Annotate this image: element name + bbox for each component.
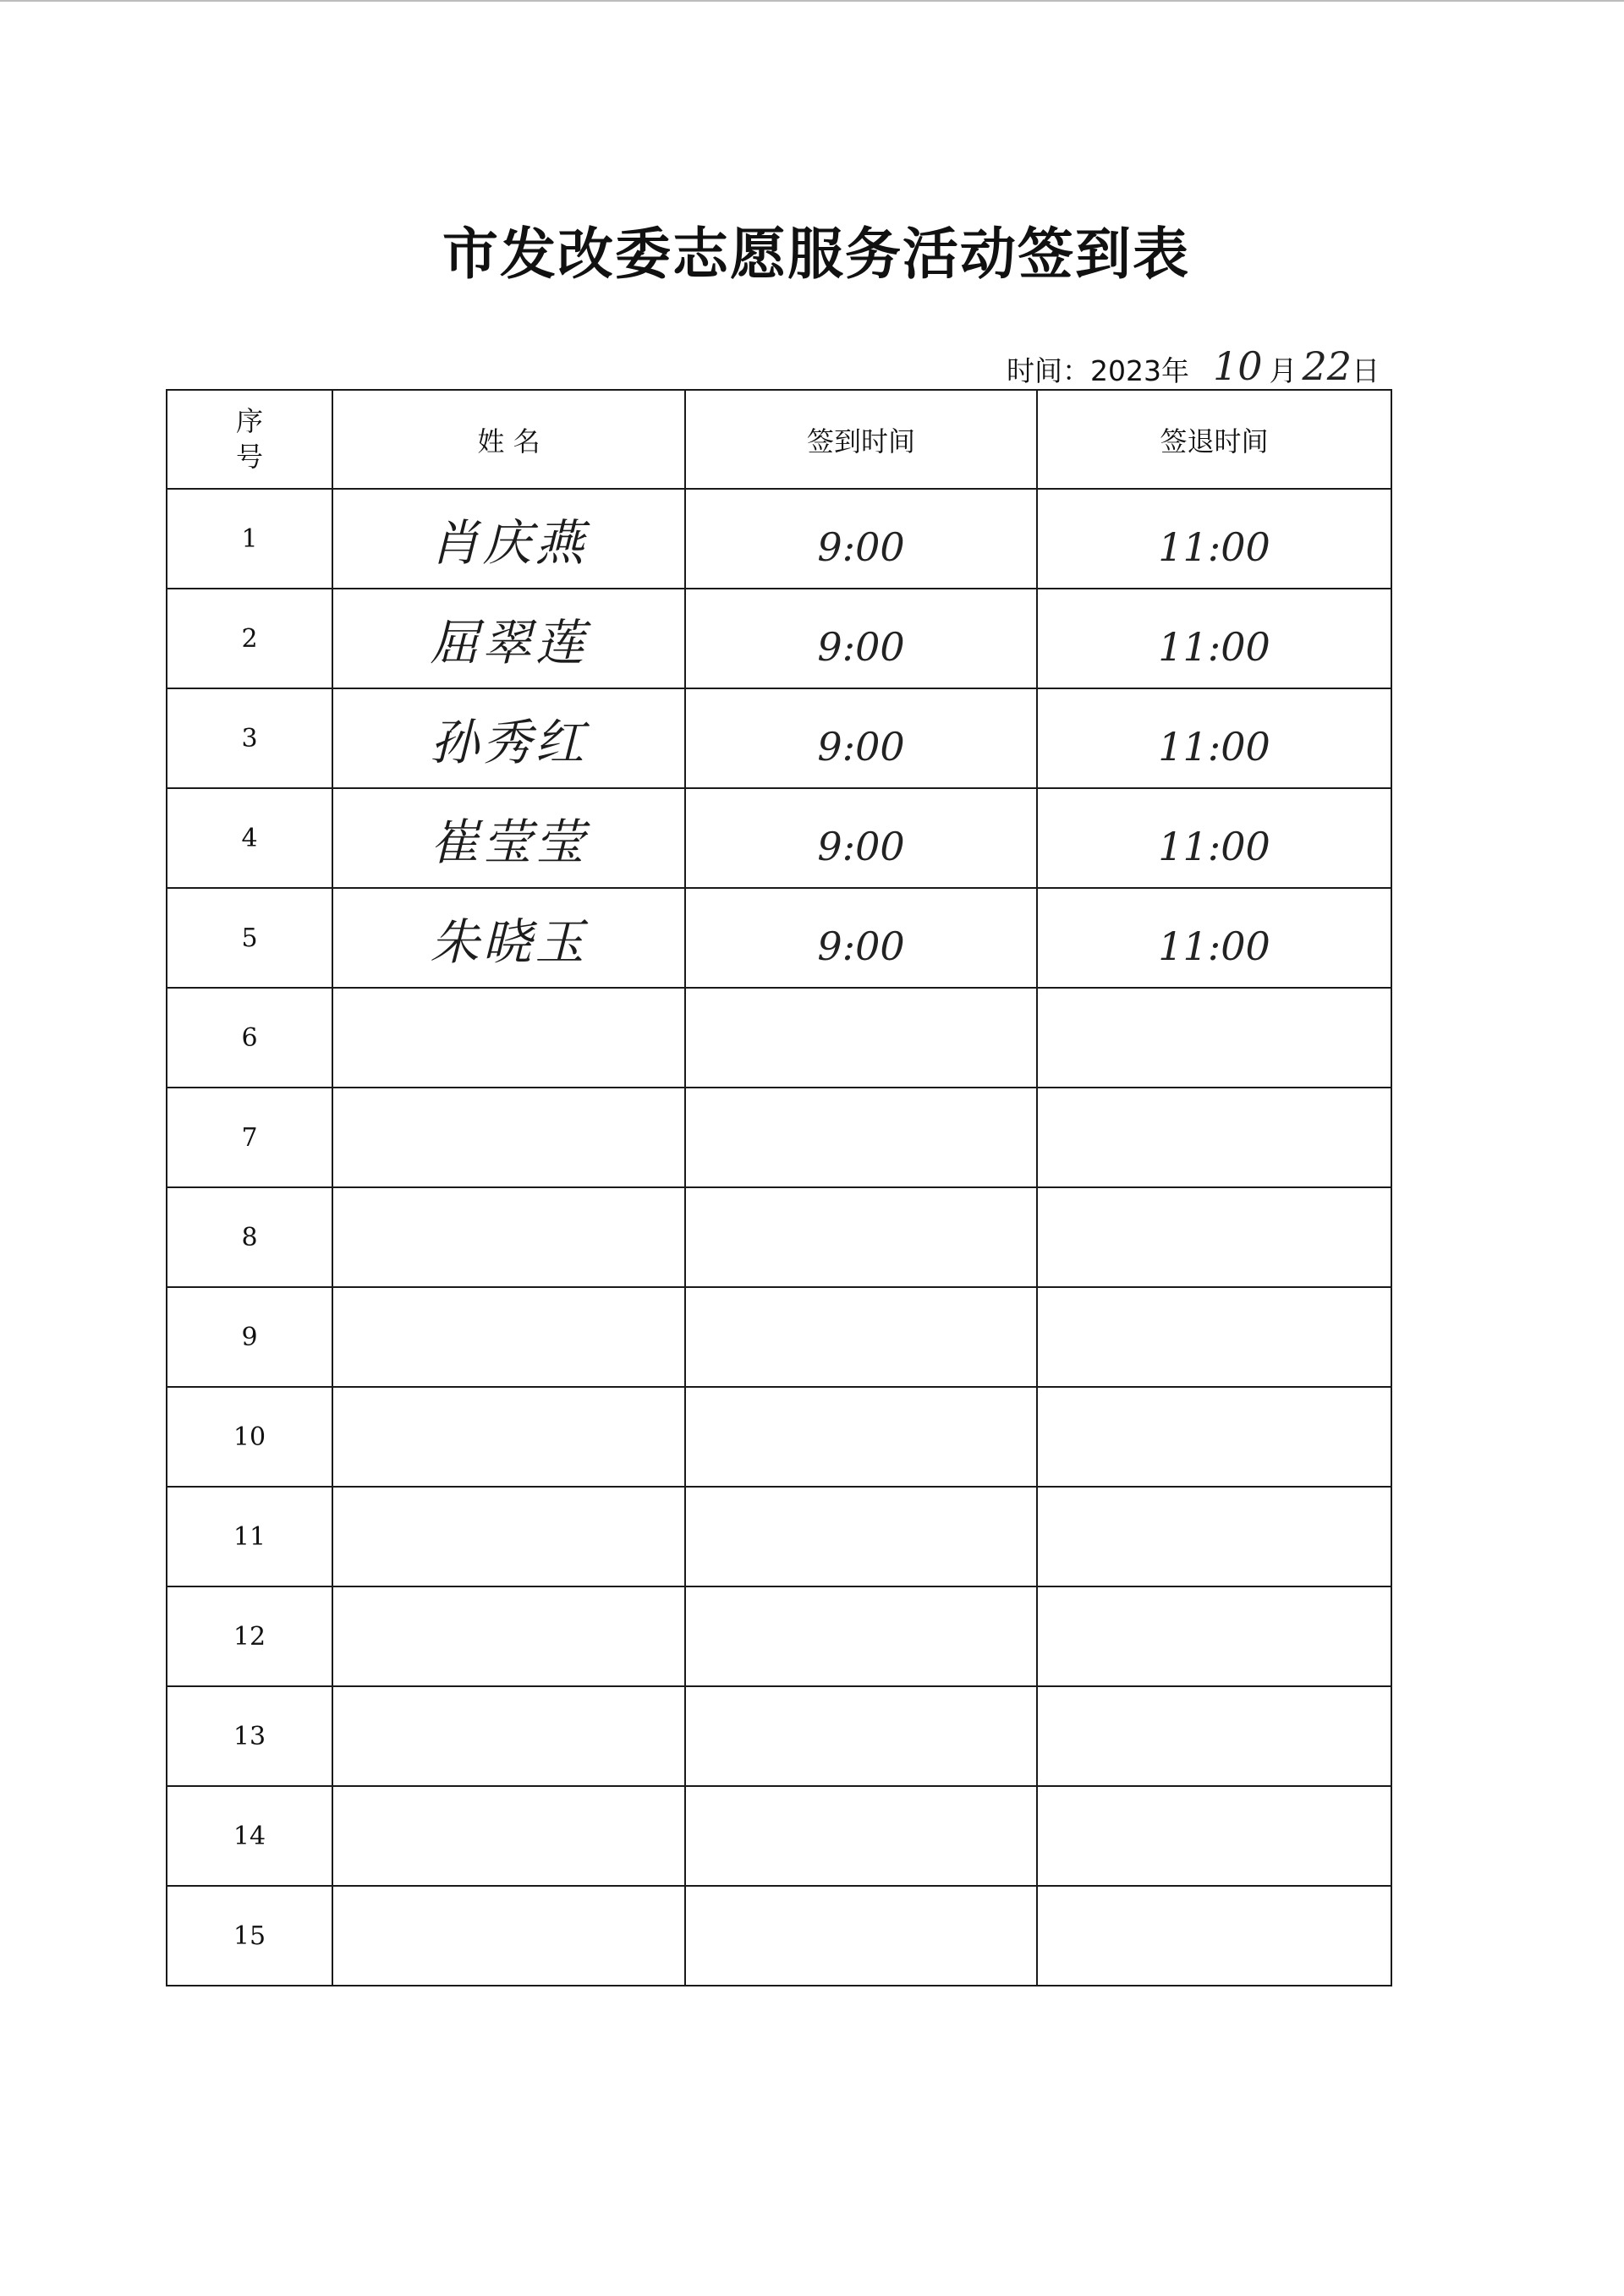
signature-name bbox=[332, 1487, 685, 1586]
table-row bbox=[167, 1686, 1391, 1786]
table-row bbox=[167, 1287, 1391, 1387]
date-month: 10 bbox=[1212, 343, 1263, 389]
sign-in-time bbox=[685, 988, 1037, 1088]
row-number: 15 bbox=[167, 1886, 332, 1986]
table-header-row bbox=[167, 390, 1391, 489]
row-number: 14 bbox=[167, 1786, 332, 1886]
row-number: 12 bbox=[167, 1586, 332, 1686]
signature-name bbox=[332, 1586, 685, 1686]
row-number: 5 bbox=[167, 888, 332, 988]
table-row bbox=[167, 1487, 1391, 1586]
sign-in-time bbox=[685, 1786, 1037, 1886]
date-month-suffix: 月 bbox=[1269, 354, 1298, 387]
row-number: 1 bbox=[167, 489, 332, 589]
sign-out-time bbox=[1037, 1387, 1391, 1487]
row-number: 7 bbox=[167, 1088, 332, 1187]
signin-table bbox=[166, 389, 1392, 1986]
signature-name bbox=[332, 988, 685, 1088]
table-row bbox=[167, 1786, 1391, 1886]
sign-out-time-text: 11:00 bbox=[1158, 824, 1270, 869]
row-number: 6 bbox=[167, 988, 332, 1088]
sign-out-time bbox=[1037, 589, 1391, 688]
sign-in-time bbox=[685, 888, 1037, 988]
sign-out-time bbox=[1037, 1786, 1391, 1886]
signature-name: 屈翠莲 bbox=[332, 589, 685, 688]
table-row bbox=[167, 788, 1391, 888]
sign-out-time-text: 11:00 bbox=[1158, 724, 1270, 770]
signature-name bbox=[332, 1187, 685, 1287]
sign-out-time bbox=[1037, 988, 1391, 1088]
signature-name bbox=[332, 1287, 685, 1387]
sign-in-time bbox=[685, 1088, 1037, 1187]
sign-out-time bbox=[1037, 788, 1391, 888]
signature-name bbox=[332, 1088, 685, 1187]
signature-name: 孙秀红 bbox=[332, 688, 685, 788]
scan-top-edge bbox=[0, 0, 1624, 2]
sign-out-time bbox=[1037, 1287, 1391, 1387]
table-row bbox=[167, 489, 1391, 589]
row-number: 13 bbox=[167, 1686, 332, 1786]
header-sign-out: 签退时间 bbox=[1037, 390, 1391, 489]
row-number: 3 bbox=[167, 688, 332, 788]
sign-out-time-text: 11:00 bbox=[1158, 923, 1270, 969]
sign-in-time bbox=[685, 1387, 1037, 1487]
table-row bbox=[167, 688, 1391, 788]
sign-in-time bbox=[685, 1287, 1037, 1387]
sign-out-time bbox=[1037, 688, 1391, 788]
row-number: 4 bbox=[167, 788, 332, 888]
sign-out-time bbox=[1037, 1686, 1391, 1786]
sign-out-time bbox=[1037, 1487, 1391, 1586]
sign-in-time bbox=[685, 1187, 1037, 1287]
signature-name: 崔莹莹 bbox=[332, 788, 685, 888]
row-number: 10 bbox=[167, 1387, 332, 1487]
sign-in-time-text: 9:00 bbox=[817, 824, 905, 869]
sign-in-time bbox=[685, 688, 1037, 788]
sign-in-time-text: 9:00 bbox=[817, 724, 905, 770]
row-number: 8 bbox=[167, 1187, 332, 1287]
sign-out-time bbox=[1037, 489, 1391, 589]
sign-in-time bbox=[685, 1886, 1037, 1986]
table-row bbox=[167, 1886, 1391, 1986]
sign-out-time bbox=[1037, 1187, 1391, 1287]
table-row bbox=[167, 1586, 1391, 1686]
sign-out-time bbox=[1037, 1088, 1391, 1187]
sign-in-time-text: 9:00 bbox=[817, 624, 905, 670]
signature-name bbox=[332, 1686, 685, 1786]
date-day-suffix: 日 bbox=[1352, 354, 1380, 387]
date-day: 22 bbox=[1302, 343, 1352, 389]
sign-out-time bbox=[1037, 888, 1391, 988]
header-name: 姓 名 bbox=[332, 390, 685, 489]
header-sign-in: 签到时间 bbox=[685, 390, 1037, 489]
sign-in-time bbox=[685, 1586, 1037, 1686]
sign-in-time-text: 9:00 bbox=[817, 923, 905, 969]
sign-in-time bbox=[685, 589, 1037, 688]
signature-name: 朱晓玉 bbox=[332, 888, 685, 988]
table-row bbox=[167, 589, 1391, 688]
page-title: 市发改委志愿服务活动签到表 bbox=[442, 222, 1190, 287]
signature-name bbox=[332, 1886, 685, 1986]
date-line bbox=[1007, 338, 1380, 389]
table-row bbox=[167, 1088, 1391, 1187]
sign-in-time bbox=[685, 489, 1037, 589]
sign-out-time bbox=[1037, 1886, 1391, 1986]
date-label: 时间：2023年 bbox=[1007, 354, 1189, 387]
sign-out-time-text: 11:00 bbox=[1158, 524, 1270, 570]
sign-in-time bbox=[685, 788, 1037, 888]
signature-name bbox=[332, 1786, 685, 1886]
row-number: 11 bbox=[167, 1487, 332, 1586]
table-row bbox=[167, 1187, 1391, 1287]
header-no: 序号 bbox=[167, 390, 332, 489]
signature-name: 肖庆燕 bbox=[332, 489, 685, 589]
sign-in-time-text: 9:00 bbox=[817, 524, 905, 570]
table-row bbox=[167, 888, 1391, 988]
sign-in-time bbox=[685, 1686, 1037, 1786]
sign-in-time bbox=[685, 1487, 1037, 1586]
table-row bbox=[167, 1387, 1391, 1487]
table-row bbox=[167, 988, 1391, 1088]
sign-out-time bbox=[1037, 1586, 1391, 1686]
row-number: 9 bbox=[167, 1287, 332, 1387]
sign-out-time-text: 11:00 bbox=[1158, 624, 1270, 670]
row-number: 2 bbox=[167, 589, 332, 688]
signature-name bbox=[332, 1387, 685, 1487]
